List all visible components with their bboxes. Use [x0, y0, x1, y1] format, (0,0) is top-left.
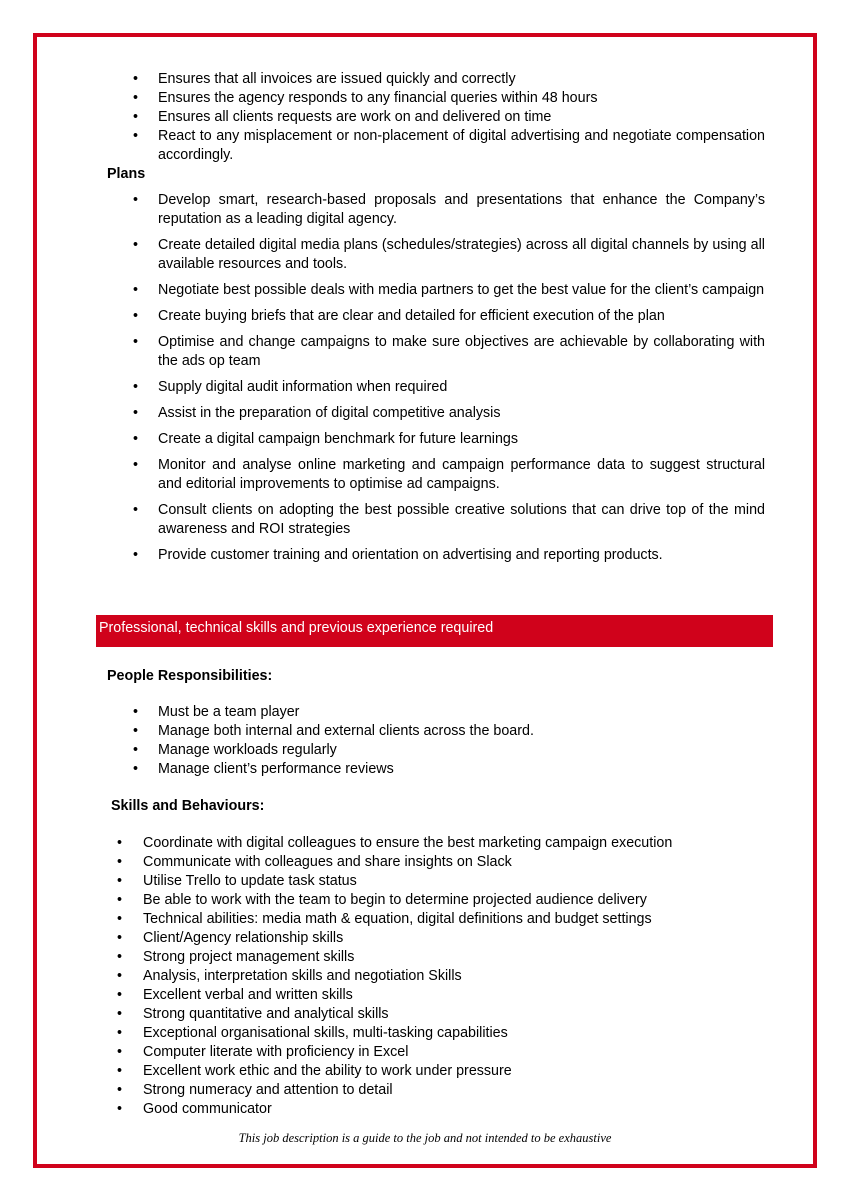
list-item: • Exceptional organisational skills, multi-tasking capabilities: [117, 1025, 508, 1041]
skills-list: [107, 834, 672, 1119]
list-item: • Manage client’s performance reviews: [133, 761, 394, 777]
people-list: [107, 703, 534, 779]
list-item: • Strong project management skills: [117, 949, 355, 965]
list-item: • Computer literate with proficiency in Excel: [117, 1044, 409, 1060]
skills-heading: Skills and Behaviours:: [111, 798, 265, 814]
section-banner: Professional, technical skills and previous experience required: [96, 615, 773, 647]
list-item: • Be able to work with the team to begin to determine projected audience delivery: [117, 892, 647, 908]
plans-heading: Plans: [107, 166, 146, 182]
list-item: • Supply digital audit information when required: [133, 379, 448, 395]
list-item: • Consult clients on adopting the best possible creative solutions that can drive top of the mind awareness and ROI strategies: [133, 502, 765, 537]
list-item: • Develop smart, research-based proposals and presentations that enhance the Company’s reputation as a leading digital agency.: [133, 192, 765, 227]
list-item: • Ensures all clients requests are work on and delivered on time: [133, 109, 552, 125]
list-item: • Create a digital campaign benchmark for future learnings: [133, 431, 518, 447]
people-heading: People Responsibilities:: [107, 668, 273, 684]
list-item: • Strong numeracy and attention to detail: [117, 1082, 393, 1098]
list-item: • Manage both internal and external clients across the board.: [133, 723, 534, 739]
list-item: • Negotiate best possible deals with media partners to get the best value for the client’s campaign: [133, 282, 765, 298]
list-item: • Monitor and analyse online marketing and campaign performance data to suggest structural and editorial improvements to optimise ad campaigns.: [133, 457, 765, 492]
list-item: • Ensures that all invoices are issued quickly and correctly: [133, 71, 516, 87]
list-item: • Excellent work ethic and the ability to work under pressure: [117, 1063, 512, 1079]
list-item: • React to any misplacement or non-placement of digital advertising and negotiate compensation accordingly.: [133, 128, 765, 163]
list-item: • Must be a team player: [133, 704, 300, 720]
list-item: • Coordinate with digital colleagues to ensure the best marketing campaign execution: [117, 835, 673, 851]
list-item: • Communicate with colleagues and share insights on Slack: [117, 854, 512, 870]
list-item: • Excellent verbal and written skills: [117, 987, 353, 1003]
footer-disclaimer: This job description is a guide to the job and not intended to be exhaustive: [238, 1131, 612, 1145]
list-item: • Strong quantitative and analytical skills: [117, 1006, 389, 1022]
plans-list: [107, 191, 815, 572]
list-item: • Technical abilities: media math & equation, digital definitions and budget settings: [117, 911, 652, 927]
list-item: • Analysis, interpretation skills and negotiation Skills: [117, 968, 462, 984]
list-item: • Ensures the agency responds to any financial queries within 48 hours: [133, 90, 598, 106]
top-bullet-list: [107, 70, 815, 165]
list-item: • Provide customer training and orientation on advertising and reporting products.: [133, 547, 663, 563]
list-item: • Utilise Trello to update task status: [117, 873, 357, 889]
list-item: • Create buying briefs that are clear and detailed for efficient execution of the plan: [133, 308, 665, 324]
list-item: • Create detailed digital media plans (schedules/strategies) across all digital channels by using all available resources and tools.: [133, 237, 765, 272]
list-item: • Client/Agency relationship skills: [117, 930, 344, 946]
list-item: • Good communicator: [117, 1101, 272, 1117]
list-item: • Optimise and change campaigns to make sure objectives are achievable by collaborating with the ads op team: [133, 334, 765, 369]
list-item: • Assist in the preparation of digital competitive analysis: [133, 405, 501, 421]
list-item: • Manage workloads regularly: [133, 742, 337, 758]
